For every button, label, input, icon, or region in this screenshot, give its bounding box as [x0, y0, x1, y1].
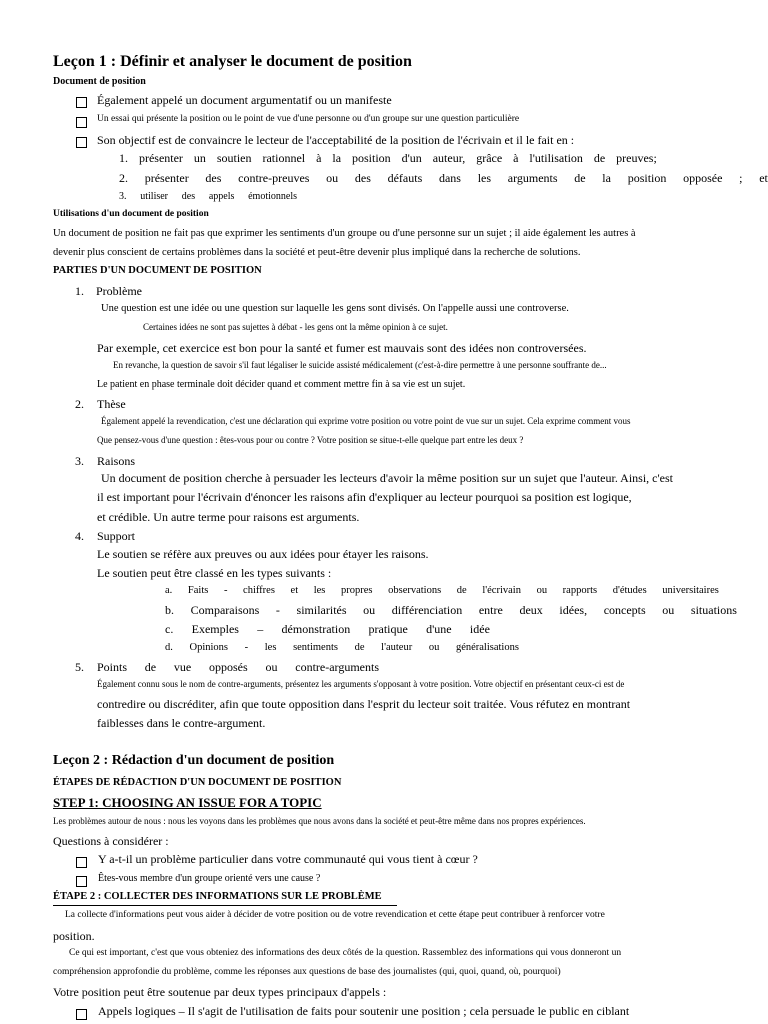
paragraph-line: Également connu sous le nom de contre-arguments, présentez les arguments s'opposant à votre position. Votre objectif en présentant ceux-ci est de: [97, 679, 625, 689]
part-number: 4.: [75, 529, 84, 543]
paragraph-line: En revanche, la question de savoir s'il faut légaliser le suicide assisté médicalement (c'est-à-dire permettre à une personne souffrante de...: [113, 360, 607, 370]
paragraph-line: Le patient en phase terminale doit décider quand et comment mettre fin à sa vie est un sujet.: [97, 379, 466, 390]
uses-text-line: devenir plus conscient de certains problèmes dans la société et peut-être devenir plus impliqué dans la recherche de solutions.: [53, 247, 581, 258]
part-number: 3.: [75, 454, 84, 468]
bullet-text: Son objectif est de convaincre le lecteur de l'acceptabilité de la position de l'écrivain et il le fait en :: [97, 133, 575, 147]
checkbox-bullet-icon: [76, 97, 87, 108]
paragraph-line: Certaines idées ne sont pas sujettes à débat - les gens ont la même opinion à ce sujet.: [143, 322, 448, 332]
lesson-1-title: Leçon 1 : Définir et analyser le document de position: [53, 53, 412, 70]
paragraph-line: position.: [53, 929, 95, 943]
bullet-text: Également appelé un document argumentatif ou un manifeste: [97, 93, 392, 107]
part-number: 1.: [75, 284, 84, 298]
checkbox-bullet-icon: [76, 876, 87, 887]
step-2-underline: [53, 905, 397, 906]
document-de-position-heading: Document de position: [53, 76, 146, 87]
question-item: Êtes-vous membre d'un groupe orienté vers une cause ?: [98, 873, 321, 884]
paragraph-line: compréhension approfondie du problème, comme les réponses aux questions de base des journalistes (qui, quoi, quand, où, pourquoi): [53, 967, 561, 977]
questions-heading: Questions à considérer :: [53, 834, 169, 848]
checkbox-bullet-icon: [76, 117, 87, 128]
paragraph-line: Votre position peut être soutenue par deux types principaux d'appels :: [53, 985, 387, 999]
checkbox-bullet-icon: [76, 1009, 87, 1020]
numbered-item-3: 3. utiliser des appels émotionnels: [119, 191, 297, 202]
checkbox-bullet-icon: [76, 137, 87, 148]
paragraph-line: Par exemple, cet exercice est bon pour la santé et fumer est mauvais sont des idées non controversées.: [97, 341, 587, 355]
part-number: 2.: [75, 397, 84, 411]
uses-heading: Utilisations d'un document de position: [53, 209, 209, 219]
paragraph-line: La collecte d'informations peut vous aider à décider de votre position ou de votre revendication et cette étape peut contribuer à renforcer votre: [65, 910, 605, 920]
checkbox-bullet-icon: [76, 857, 87, 868]
paragraph-line: Le soutien peut être classé en les types suivants :: [97, 566, 332, 580]
part-title: Problème: [96, 284, 142, 298]
paragraph-line: Une question est une idée ou une question sur laquelle les gens sont divisés. On l'appelle aussi une controverse.: [101, 303, 569, 314]
part-number: 5.: [75, 660, 84, 674]
part-title: Support: [97, 529, 136, 543]
paragraph-line: Ce qui est important, c'est que vous obteniez des informations des deux côtés de la question. Rassemblez des informations qui vous donneront un: [69, 948, 622, 958]
question-item: Y a-t-il un problème particulier dans votre communauté qui vous tient à cœur ?: [98, 852, 478, 866]
lesson-2-title: Leçon 2 : Rédaction d'un document de position: [53, 753, 335, 768]
paragraph-line: et crédible. Un autre terme pour raisons est arguments.: [97, 510, 360, 524]
paragraph-line: Un document de position cherche à persuader les lecteurs d'avoir la même position sur un sujet que l'auteur. Ainsi, c'est: [101, 471, 673, 485]
support-type-b: b. Comparaisons - similarités ou différenciation entre deux idées, concepts ou situations: [165, 603, 737, 617]
paragraph-line: faiblesses dans le contre-argument.: [97, 716, 266, 730]
support-type-a: a. Faits - chiffres et les propres observations de l'écrivain ou rapports d'études universitaires: [165, 585, 719, 596]
paragraph-line: Le soutien se réfère aux preuves ou aux idées pour étayer les raisons.: [97, 547, 429, 561]
support-type-c: c. Exemples – démonstration pratique d'une idée: [165, 622, 490, 636]
uses-text-line: Un document de position ne fait pas que exprimer les sentiments d'un groupe ou d'une personne sur un sujet ; il aide également les autres à: [53, 228, 636, 239]
paragraph-line: Également appelé la revendication, c'est une déclaration qui exprime votre position ou votre point de vue sur un sujet. Cela exprime comment vous: [101, 416, 631, 426]
paragraph-line: il est important pour l'écrivain d'énoncer les raisons afin d'expliquer au lecteur pourquoi sa position est logique,: [97, 490, 632, 504]
step-1-heading: STEP 1: CHOOSING AN ISSUE FOR A TOPIC: [53, 795, 322, 810]
parts-heading: PARTIES D'UN DOCUMENT DE POSITION: [53, 265, 262, 276]
paragraph-line: Que pensez-vous d'une question : êtes-vous pour ou contre ? Votre position se situe-t-elle quelque part entre les deux ?: [97, 435, 524, 445]
part-title: Points de vue opposés ou contre-arguments: [97, 660, 379, 674]
numbered-item-1: 1. présenter un soutien rationnel à la position d'un auteur, grâce à l'utilisation de preuves;: [119, 151, 657, 165]
step-2-heading: ÉTAPE 2 : COLLECTER DES INFORMATIONS SUR LE PROBLÈME: [53, 891, 382, 902]
appeal-item: Appels logiques – Il s'agit de l'utilisation de faits pour soutenir une position ; cela persuade le public en ciblant: [98, 1004, 630, 1018]
part-title: Raisons: [97, 454, 136, 468]
numbered-item-2: 2. présenter des contre-preuves ou des défauts dans les arguments de la position opposée ; et: [119, 171, 768, 185]
support-type-d: d. Opinions - les sentiments de l'auteur ou généralisations: [165, 642, 519, 653]
step-1-text: Les problèmes autour de nous : nous les voyons dans les problèmes que nous avons dans la société et peut-être même dans nos propres expériences.: [53, 816, 586, 826]
paragraph-line: contredire ou discréditer, afin que toute opposition dans l'esprit du lecteur soit traitée. Vous réfutez en montrant: [97, 697, 631, 711]
part-title: Thèse: [97, 397, 126, 411]
steps-heading: ÉTAPES DE RÉDACTION D'UN DOCUMENT DE POSITION: [53, 777, 342, 788]
bullet-text: Un essai qui présente la position ou le point de vue d'une personne ou d'un groupe sur une question particulière: [97, 114, 520, 124]
